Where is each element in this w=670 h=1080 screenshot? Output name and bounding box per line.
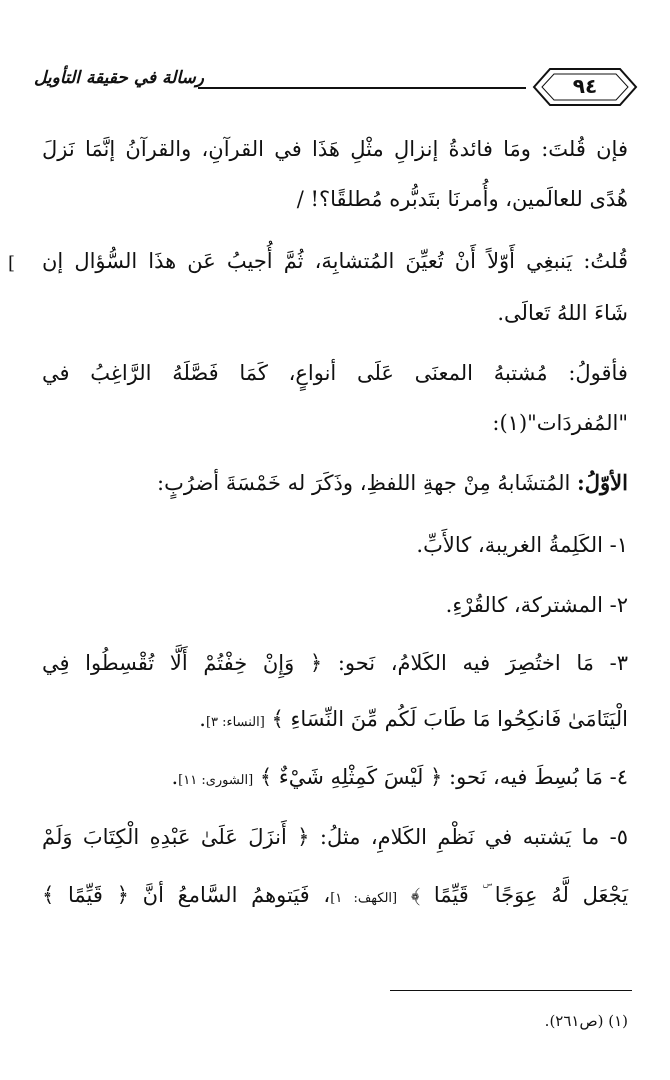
running-header	[30, 62, 640, 112]
quran-verse: ﴿ أَنزَلَ عَلَىٰ عَبْدِهِ الْكِتَابَ وَلَمْ	[42, 825, 310, 849]
item-5-line-1: ٥- ما يَشتبه في نَظْمِ الكَلامِ، مثلُ: ﴿ أَنزَلَ عَلَىٰ عَبْدِهِ الْكِتَابَ وَلَمْ	[42, 825, 628, 849]
first-type-line: الأوّلُ: المُتشَابهُ مِنْ جهةِ اللفظِ، وذَكَرَ له خَمْسَةَ أضرُبٍ:	[157, 470, 628, 495]
margin-mark: [	[8, 253, 16, 274]
footnote-rule	[390, 990, 632, 991]
header-rule	[198, 87, 526, 89]
question-label: فإن قُلتَ:	[541, 137, 628, 161]
answer-line-1: قُلتُ: يَنبغِي أَوّلاً أَنْ تُعيِّنَ المُتشابِهَ، ثُمَّ أُجيبُ عَن هذَا السُّؤال إن	[42, 249, 629, 273]
question-line-2: هُدًى للعالَمين، وأُمرنَا بتَدبُّره مُطلقًا؟! /	[296, 187, 628, 211]
book-title: رسالة في حقيقة التأويل	[34, 68, 204, 88]
page-number-badge	[530, 64, 640, 110]
verse-reference: [الكهف: ١]	[330, 891, 398, 906]
page-number: ٩٤	[572, 74, 598, 98]
say-line-1: فأقولُ: مُشتبهُ المعنَى عَلَى أنواعٍ، كَمَا فَصَّلَهُ الرَّاغِبُ في	[42, 361, 628, 385]
say-line-2: "المُفردَات"(١):	[492, 411, 628, 435]
quran-verse: ﴿ قَيِّمًا ﴾	[42, 883, 129, 907]
item-4: ٤- مَا بُسِطَ فيه، نَحو: ﴿ لَيْسَ كَمِثْلِهِ شَيْءٌ ﴾ [الشورى: ١١].	[171, 765, 628, 789]
question-line-1: فإن قُلتَ: ومَا فائدةُ إنزالِ مثْلِ هَذَا في القرآنِ، والقرآنُ إنَّمَا نَزلَ	[42, 137, 628, 161]
item-2: ٢- المشتركة، كالقُرْءِ.	[445, 593, 628, 617]
quran-verse: ﴿ وَإِنْ خِفْتُمْ أَلَّا تُقْسِطُوا فِي	[42, 651, 323, 675]
footnote: (١) (ص٢٦١).	[544, 1012, 628, 1030]
item-3-line-2: الْيَتَامَىٰ فَانكِحُوا مَا طَابَ لَكُم مِّنَ النِّسَاءِ ﴾ [النساء: ٣].	[199, 707, 628, 731]
item-3-line-1: ٣- مَا اختُصِرَ فيه الكَلامُ، نَحو: ﴿ وَإِنْ خِفْتُمْ أَلَّا تُقْسِطُوا فِي	[42, 651, 628, 675]
verse-reference: [النساء: ٣]	[205, 715, 265, 730]
say-label: فأقولُ:	[568, 361, 628, 385]
item-5-line-2: يَجْعَل لَّهُ عِوَجًا ۜ قَيِّمًا ﴾ [الكهف: ١]، فَيَتوهمُ السَّامعُ أنَّ ﴿ قَيِّمًا ﴾	[42, 883, 628, 907]
first-label: الأوّلُ:	[577, 470, 628, 495]
item-1: ١- الكَلِمةُ الغريبة، كالأَبِّ.	[416, 533, 628, 557]
quran-verse: الْيَتَامَىٰ فَانكِحُوا مَا طَابَ لَكُم مِّنَ النِّسَاءِ ﴾	[271, 707, 628, 731]
quran-verse: ﴿ لَيْسَ كَمِثْلِهِ شَيْءٌ ﴾	[259, 765, 443, 789]
answer-line-2: شَاءَ اللهُ تَعالَى.	[497, 301, 628, 325]
answer-label: قُلتُ:	[583, 249, 629, 273]
verse-reference: [الشورى: ١١]	[178, 773, 254, 788]
quran-verse: يَجْعَل لَّهُ عِوَجًا ۜ قَيِّمًا ﴾	[410, 883, 628, 907]
